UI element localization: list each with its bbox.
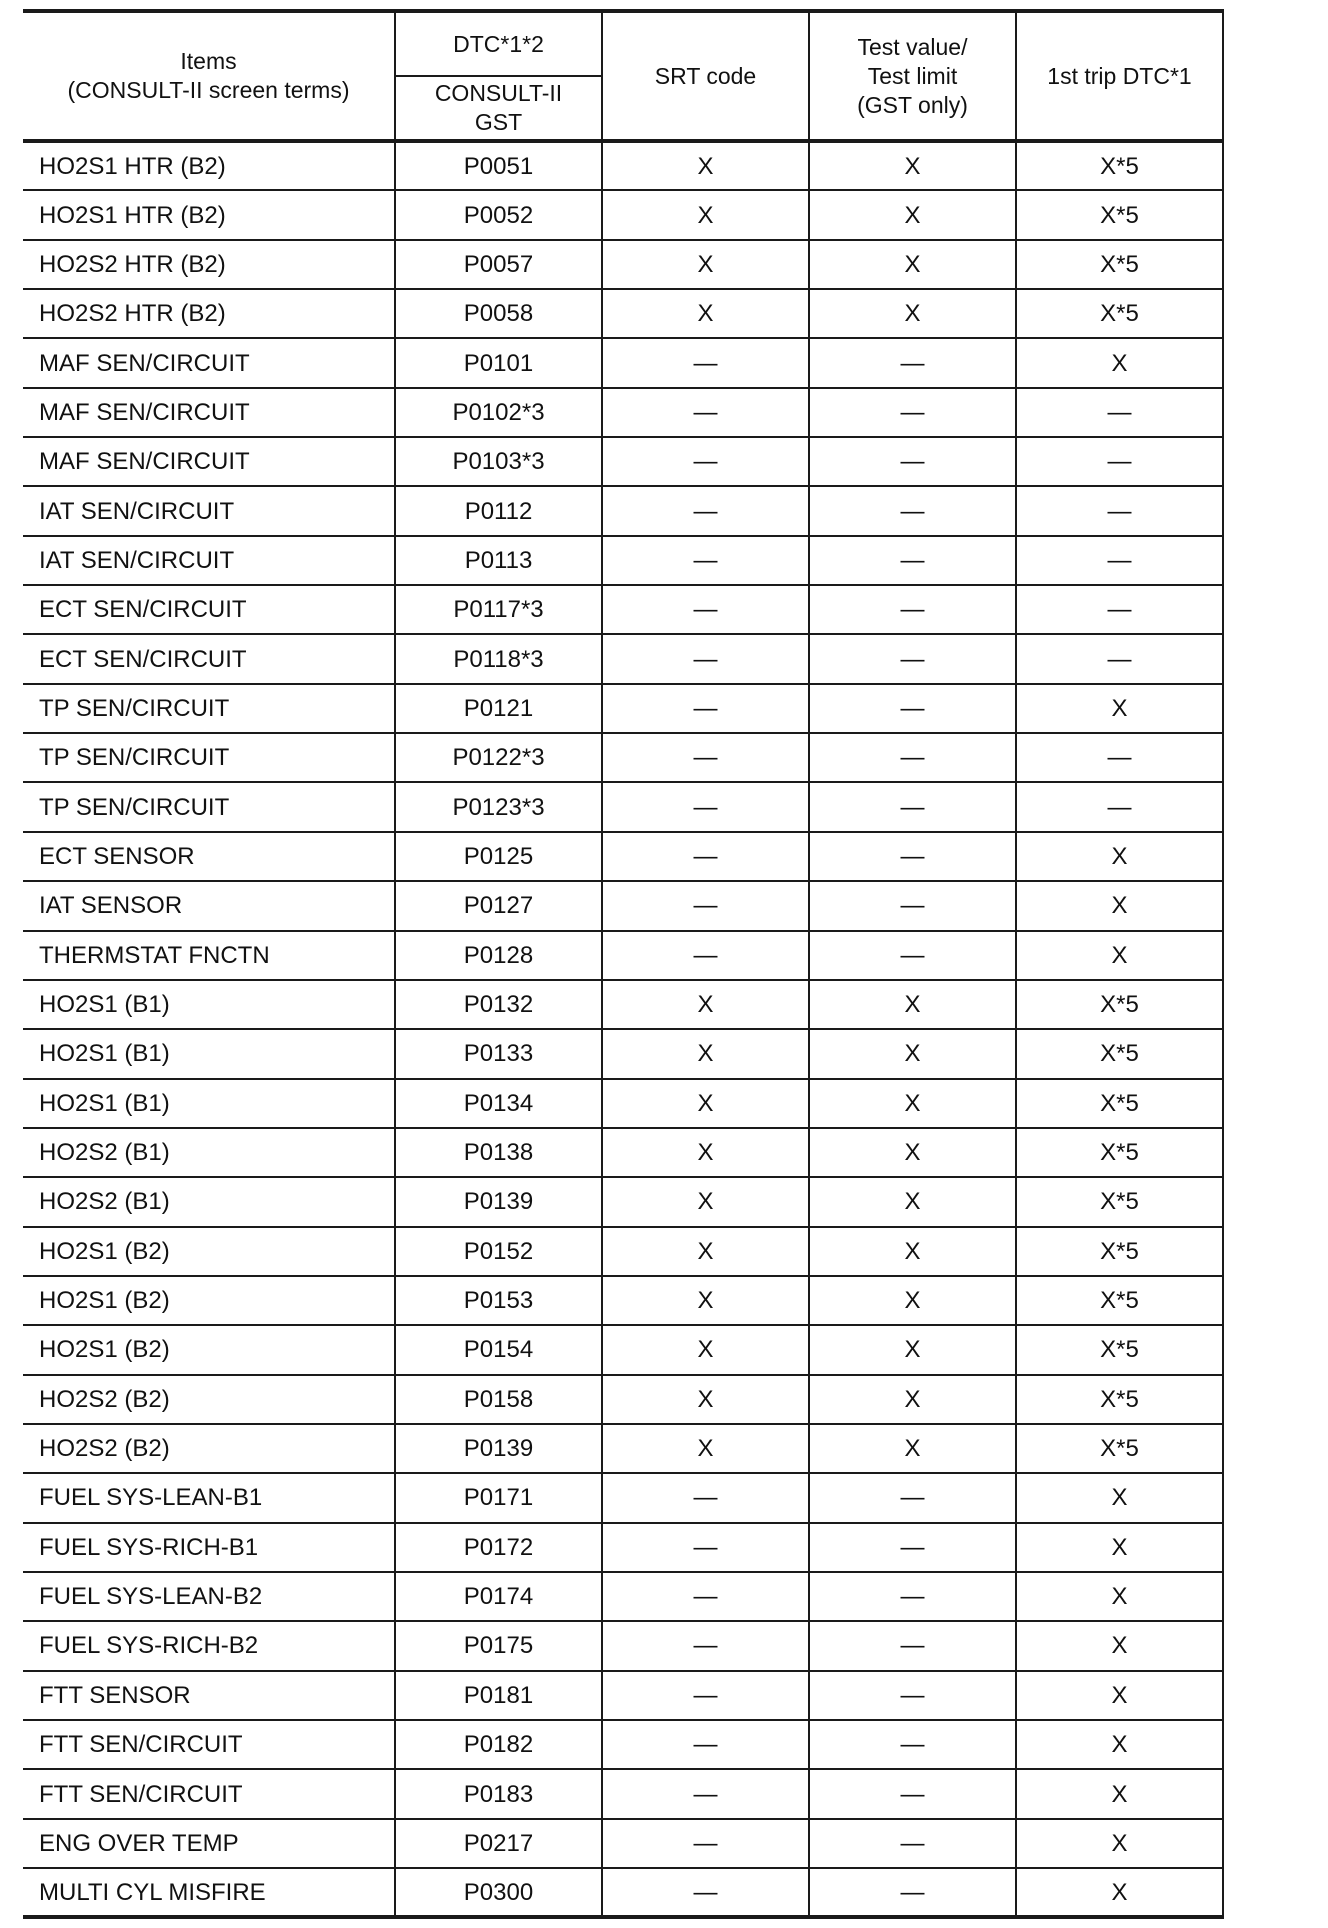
cell-dtc: P0132 xyxy=(395,980,602,1029)
cell-item: ECT SEN/CIRCUIT xyxy=(23,585,395,634)
cell-test: — xyxy=(809,486,1016,535)
cell-test: — xyxy=(809,832,1016,881)
cell-item: MULTI CYL MISFIRE xyxy=(23,1868,395,1917)
cell-trip: X xyxy=(1016,1868,1223,1917)
cell-test: X xyxy=(809,1227,1016,1276)
cell-srt: — xyxy=(602,782,809,831)
cell-srt: X xyxy=(602,1276,809,1325)
cell-trip: X*5 xyxy=(1016,190,1223,239)
table-row xyxy=(23,684,1223,733)
cell-trip: — xyxy=(1016,536,1223,585)
cell-trip: X xyxy=(1016,1473,1223,1522)
cell-srt: — xyxy=(602,634,809,683)
cell-test: — xyxy=(809,437,1016,486)
cell-srt: X xyxy=(602,1227,809,1276)
header-items-subtitle: (CONSULT-II screen terms) xyxy=(67,77,350,103)
cell-srt: X xyxy=(602,1177,809,1226)
header-dtc-sub-line1: CONSULT-II xyxy=(434,80,563,106)
cell-trip: — xyxy=(1016,733,1223,782)
cell-dtc: P0128 xyxy=(395,931,602,980)
header-srt: SRT code xyxy=(602,11,809,141)
cell-srt: — xyxy=(602,931,809,980)
cell-trip: X xyxy=(1016,1671,1223,1720)
cell-srt: — xyxy=(602,1473,809,1522)
cell-test: — xyxy=(809,1473,1016,1522)
dtc-table xyxy=(23,9,1224,1919)
cell-test: X xyxy=(809,1375,1016,1424)
cell-test: X xyxy=(809,1128,1016,1177)
cell-trip: X*5 xyxy=(1016,1029,1223,1078)
cell-item: FUEL SYS-LEAN-B1 xyxy=(23,1473,395,1522)
cell-test: — xyxy=(809,1769,1016,1818)
cell-srt: — xyxy=(602,1720,809,1769)
table-row xyxy=(23,832,1223,881)
cell-dtc: P0103*3 xyxy=(395,437,602,486)
cell-dtc: P0051 xyxy=(395,141,602,190)
cell-srt: X xyxy=(602,1325,809,1374)
cell-trip: X*5 xyxy=(1016,141,1223,190)
cell-dtc: P0153 xyxy=(395,1276,602,1325)
cell-item: HO2S1 (B2) xyxy=(23,1276,395,1325)
cell-srt: — xyxy=(602,1868,809,1917)
cell-srt: — xyxy=(602,536,809,585)
cell-dtc: P0134 xyxy=(395,1079,602,1128)
table-row xyxy=(23,1868,1223,1917)
cell-trip: X xyxy=(1016,881,1223,930)
table-row xyxy=(23,585,1223,634)
cell-dtc: P0121 xyxy=(395,684,602,733)
table-row xyxy=(23,1079,1223,1128)
cell-dtc: P0182 xyxy=(395,1720,602,1769)
cell-dtc: P0118*3 xyxy=(395,634,602,683)
cell-srt: — xyxy=(602,1819,809,1868)
cell-srt: X xyxy=(602,240,809,289)
cell-srt: — xyxy=(602,832,809,881)
header-test-value-line1: Test value/ xyxy=(857,33,968,60)
cell-item: TP SEN/CIRCUIT xyxy=(23,684,395,733)
cell-srt: X xyxy=(602,980,809,1029)
cell-trip: — xyxy=(1016,782,1223,831)
cell-trip: X*5 xyxy=(1016,1424,1223,1473)
cell-trip: X*5 xyxy=(1016,1079,1223,1128)
header-dtc-sub xyxy=(395,76,602,141)
cell-dtc: P0057 xyxy=(395,240,602,289)
cell-trip: — xyxy=(1016,486,1223,535)
header-items-title: Items xyxy=(180,48,237,74)
cell-dtc: P0174 xyxy=(395,1572,602,1621)
table-row xyxy=(23,388,1223,437)
cell-item: HO2S1 HTR (B2) xyxy=(23,190,395,239)
cell-item: HO2S2 HTR (B2) xyxy=(23,289,395,338)
cell-srt: — xyxy=(602,733,809,782)
cell-item: MAF SEN/CIRCUIT xyxy=(23,388,395,437)
header-items xyxy=(23,11,395,141)
cell-test: — xyxy=(809,585,1016,634)
cell-dtc: P0127 xyxy=(395,881,602,930)
cell-item: HO2S1 (B2) xyxy=(23,1227,395,1276)
cell-item: HO2S1 (B1) xyxy=(23,980,395,1029)
cell-item: FUEL SYS-RICH-B2 xyxy=(23,1621,395,1670)
cell-trip: X xyxy=(1016,931,1223,980)
cell-dtc: P0101 xyxy=(395,338,602,387)
cell-dtc: P0113 xyxy=(395,536,602,585)
table-row xyxy=(23,1671,1223,1720)
cell-dtc: P0175 xyxy=(395,1621,602,1670)
cell-srt: — xyxy=(602,486,809,535)
table-row xyxy=(23,634,1223,683)
cell-item: MAF SEN/CIRCUIT xyxy=(23,437,395,486)
cell-dtc: P0152 xyxy=(395,1227,602,1276)
cell-test: X xyxy=(809,190,1016,239)
table-row xyxy=(23,1177,1223,1226)
header-dtc: DTC*1*2 xyxy=(395,11,602,76)
table-row xyxy=(23,1473,1223,1522)
table-row xyxy=(23,1424,1223,1473)
cell-item: HO2S2 (B1) xyxy=(23,1128,395,1177)
header-test-value-line3: (GST only) xyxy=(857,91,968,118)
cell-item: ENG OVER TEMP xyxy=(23,1819,395,1868)
cell-item: HO2S2 (B2) xyxy=(23,1424,395,1473)
cell-item: FTT SEN/CIRCUIT xyxy=(23,1769,395,1818)
cell-srt: — xyxy=(602,1769,809,1818)
cell-trip: X xyxy=(1016,1572,1223,1621)
table-row xyxy=(23,1621,1223,1670)
cell-dtc: P0171 xyxy=(395,1473,602,1522)
cell-trip: — xyxy=(1016,634,1223,683)
cell-test: — xyxy=(809,1868,1016,1917)
table-body xyxy=(23,141,1223,1917)
cell-test: X xyxy=(809,980,1016,1029)
cell-dtc: P0154 xyxy=(395,1325,602,1374)
table-row xyxy=(23,881,1223,930)
cell-srt: X xyxy=(602,1375,809,1424)
header-first-trip: 1st trip DTC*1 xyxy=(1016,11,1223,141)
cell-item: TP SEN/CIRCUIT xyxy=(23,733,395,782)
cell-trip: X*5 xyxy=(1016,980,1223,1029)
table-row xyxy=(23,1375,1223,1424)
cell-test: — xyxy=(809,536,1016,585)
table-row xyxy=(23,1769,1223,1818)
header-dtc-sub-line2: GST xyxy=(474,109,523,135)
cell-srt: X xyxy=(602,1424,809,1473)
cell-trip: X xyxy=(1016,338,1223,387)
cell-test: — xyxy=(809,1819,1016,1868)
cell-item: IAT SEN/CIRCUIT xyxy=(23,486,395,535)
cell-test: — xyxy=(809,1720,1016,1769)
cell-srt: X xyxy=(602,1029,809,1078)
cell-srt: — xyxy=(602,1572,809,1621)
cell-test: — xyxy=(809,338,1016,387)
cell-item: HO2S2 (B2) xyxy=(23,1375,395,1424)
cell-test: X xyxy=(809,1424,1016,1473)
cell-trip: X*5 xyxy=(1016,1177,1223,1226)
cell-srt: — xyxy=(602,1621,809,1670)
cell-test: — xyxy=(809,931,1016,980)
cell-item: HO2S1 (B1) xyxy=(23,1029,395,1078)
cell-test: — xyxy=(809,1523,1016,1572)
cell-srt: X xyxy=(602,190,809,239)
cell-item: FTT SENSOR xyxy=(23,1671,395,1720)
cell-srt: X xyxy=(602,1128,809,1177)
table-row xyxy=(23,1572,1223,1621)
cell-item: HO2S2 (B1) xyxy=(23,1177,395,1226)
cell-item: MAF SEN/CIRCUIT xyxy=(23,338,395,387)
cell-test: X xyxy=(809,1276,1016,1325)
header-test-value-line2: Test limit xyxy=(867,62,958,89)
cell-item: HO2S1 (B2) xyxy=(23,1325,395,1374)
cell-dtc: P0139 xyxy=(395,1177,602,1226)
cell-dtc: P0102*3 xyxy=(395,388,602,437)
table-row xyxy=(23,733,1223,782)
table-row xyxy=(23,289,1223,338)
cell-test: — xyxy=(809,1671,1016,1720)
cell-trip: X*5 xyxy=(1016,289,1223,338)
cell-dtc: P0139 xyxy=(395,1424,602,1473)
cell-item: ECT SENSOR xyxy=(23,832,395,881)
cell-item: HO2S2 HTR (B2) xyxy=(23,240,395,289)
cell-test: — xyxy=(809,388,1016,437)
cell-dtc: P0058 xyxy=(395,289,602,338)
table-row xyxy=(23,1720,1223,1769)
table-header xyxy=(23,11,1223,141)
cell-srt: X xyxy=(602,1079,809,1128)
cell-srt: — xyxy=(602,437,809,486)
cell-test: — xyxy=(809,634,1016,683)
cell-item: HO2S1 (B1) xyxy=(23,1079,395,1128)
cell-item: THERMSTAT FNCTN xyxy=(23,931,395,980)
cell-trip: X*5 xyxy=(1016,1325,1223,1374)
table-row xyxy=(23,931,1223,980)
table-row xyxy=(23,1325,1223,1374)
cell-dtc: P0172 xyxy=(395,1523,602,1572)
cell-test: X xyxy=(809,289,1016,338)
cell-test: — xyxy=(809,881,1016,930)
cell-dtc: P0123*3 xyxy=(395,782,602,831)
table-row xyxy=(23,190,1223,239)
cell-dtc: P0217 xyxy=(395,1819,602,1868)
cell-test: X xyxy=(809,1177,1016,1226)
cell-dtc: P0181 xyxy=(395,1671,602,1720)
cell-test: X xyxy=(809,1325,1016,1374)
table-row xyxy=(23,782,1223,831)
cell-trip: — xyxy=(1016,388,1223,437)
cell-test: X xyxy=(809,1079,1016,1128)
cell-trip: X xyxy=(1016,832,1223,881)
cell-test: — xyxy=(809,1621,1016,1670)
cell-dtc: P0138 xyxy=(395,1128,602,1177)
cell-srt: — xyxy=(602,388,809,437)
cell-trip: X*5 xyxy=(1016,1375,1223,1424)
cell-srt: X xyxy=(602,141,809,190)
cell-trip: — xyxy=(1016,585,1223,634)
cell-test: — xyxy=(809,1572,1016,1621)
cell-trip: X*5 xyxy=(1016,1128,1223,1177)
cell-item: FUEL SYS-RICH-B1 xyxy=(23,1523,395,1572)
cell-test: X xyxy=(809,141,1016,190)
table-row xyxy=(23,141,1223,190)
cell-trip: — xyxy=(1016,437,1223,486)
cell-item: IAT SEN/CIRCUIT xyxy=(23,536,395,585)
table-row xyxy=(23,1819,1223,1868)
cell-test: — xyxy=(809,733,1016,782)
cell-test: — xyxy=(809,782,1016,831)
cell-srt: — xyxy=(602,881,809,930)
table-row xyxy=(23,980,1223,1029)
table-row xyxy=(23,1029,1223,1078)
cell-dtc: P0112 xyxy=(395,486,602,535)
cell-trip: X xyxy=(1016,1523,1223,1572)
table-row xyxy=(23,240,1223,289)
cell-srt: — xyxy=(602,1671,809,1720)
cell-dtc: P0125 xyxy=(395,832,602,881)
table-row xyxy=(23,1227,1223,1276)
table-row xyxy=(23,1523,1223,1572)
cell-dtc: P0117*3 xyxy=(395,585,602,634)
cell-item: ECT SEN/CIRCUIT xyxy=(23,634,395,683)
table-row xyxy=(23,1276,1223,1325)
cell-item: IAT SENSOR xyxy=(23,881,395,930)
cell-test: — xyxy=(809,684,1016,733)
cell-test: X xyxy=(809,1029,1016,1078)
cell-trip: X*5 xyxy=(1016,1276,1223,1325)
cell-trip: X xyxy=(1016,1621,1223,1670)
table-row xyxy=(23,338,1223,387)
cell-trip: X*5 xyxy=(1016,1227,1223,1276)
cell-item: HO2S1 HTR (B2) xyxy=(23,141,395,190)
cell-srt: — xyxy=(602,585,809,634)
cell-dtc: P0133 xyxy=(395,1029,602,1078)
cell-srt: — xyxy=(602,1523,809,1572)
table-row xyxy=(23,486,1223,535)
table-row xyxy=(23,437,1223,486)
cell-trip: X xyxy=(1016,1769,1223,1818)
cell-dtc: P0122*3 xyxy=(395,733,602,782)
cell-item: FUEL SYS-LEAN-B2 xyxy=(23,1572,395,1621)
cell-dtc: P0158 xyxy=(395,1375,602,1424)
cell-trip: X xyxy=(1016,1720,1223,1769)
cell-trip: X*5 xyxy=(1016,240,1223,289)
cell-trip: X xyxy=(1016,1819,1223,1868)
table-row xyxy=(23,536,1223,585)
cell-srt: — xyxy=(602,684,809,733)
cell-trip: X xyxy=(1016,684,1223,733)
cell-dtc: P0052 xyxy=(395,190,602,239)
cell-test: X xyxy=(809,240,1016,289)
header-test-value xyxy=(809,11,1016,141)
cell-dtc: P0183 xyxy=(395,1769,602,1818)
cell-item: FTT SEN/CIRCUIT xyxy=(23,1720,395,1769)
cell-item: TP SEN/CIRCUIT xyxy=(23,782,395,831)
cell-srt: X xyxy=(602,289,809,338)
cell-srt: — xyxy=(602,338,809,387)
cell-dtc: P0300 xyxy=(395,1868,602,1917)
table-row xyxy=(23,1128,1223,1177)
